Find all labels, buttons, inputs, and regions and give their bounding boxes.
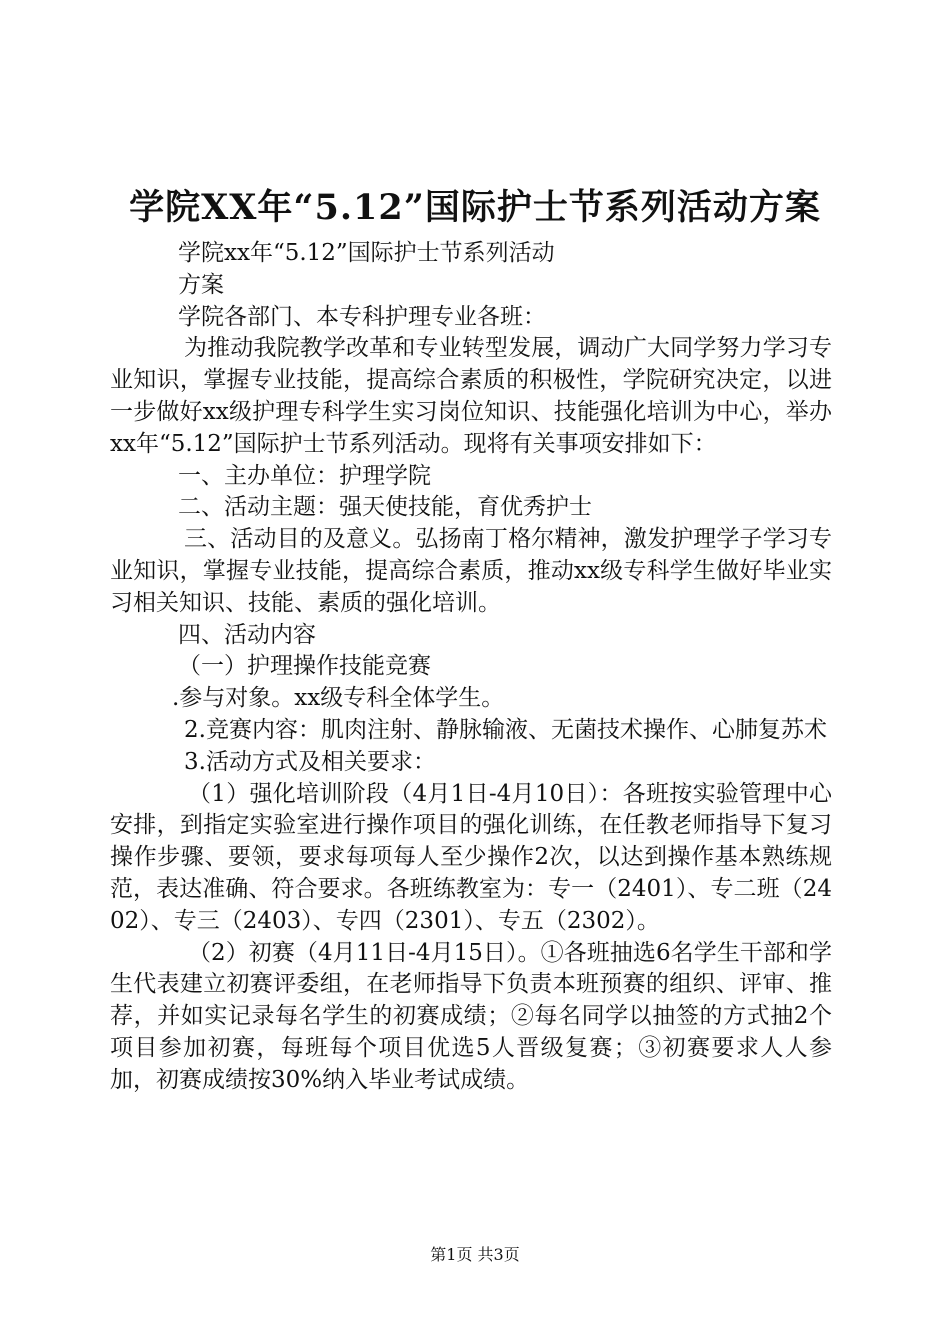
subsection-skill-contest: （一）护理操作技能竞赛 [178,653,431,680]
section-organizer: 一、主办单位：护理学院 [178,462,431,489]
salutation: 学院各部门、本专科护理专业各班： [178,303,546,330]
intro-paragraph: 为推动我院教学改革和专业转型发展，调动广大同学努力学习专业知识，掌握专业技能，提高综合素质的积极性，学院研究决定，以进一步做好xx级护理专科学生实习岗位知识、技能强化培训为中心，举办xx年“5.12”国际护士节系列活动。现将有关事项安排如下： [110,335,832,457]
document-body [110,238,832,1097]
subtitle-line-2: 方案 [178,271,224,298]
document-title: 学院XX年“5.12”国际护士节系列活动方案 [129,187,821,228]
item-method-heading: 3.活动方式及相关要求： [184,748,436,775]
section-theme: 二、活动主题：强天使技能，育优秀护士 [178,494,592,521]
item-participants: .参与对象。xx级专科全体学生。 [172,685,505,712]
item-contest-content: 2.竞赛内容：肌肉注射、静脉输液、无菌技术操作、心肺复苏术 [184,716,827,743]
item-preliminary-round: （2）初赛（4月11日-4月15日）。①各班抽选6名学生干部和学生代表建立初赛评委组，在老师指导下负责本班预赛的组织、评审、推荐，并如实记录每名学生的初赛成绩；②每名同学以抽签的方式抽2个项目参加初赛，每班每个项目优选5人晋级复赛；③初赛要求人人参加，初赛成绩按30%纳入毕业考试成绩。 [110,939,832,1093]
section-purpose: 三、活动目的及意义。弘扬南丁格尔精神，激发护理学子学习专业知识，掌握专业技能，提高综合素质，推动xx级专科学生做好毕业实习相关知识、技能、素质的强化培训。 [110,526,832,616]
item-training-stage: （1）强化培训阶段（4月1日-4月10日）：各班按实验管理中心安排，到指定实验室进行操作项目的强化训练，在任教老师指导下复习操作步骤、要领，要求每项每人至少操作2次，以达到操作基本熟练规范，表达准确、符合要求。各班练教室为：专一（2401）、专二班（2402）、专三（2403）、专四（2301）、专五（2302）。 [110,780,832,934]
subtitle-line-1: 学院xx年“5.12”国际护士节系列活动 [178,240,555,266]
section-content-heading: 四、活动内容 [178,621,316,648]
page-number-footer: 第1页 共3页 [430,1245,520,1264]
